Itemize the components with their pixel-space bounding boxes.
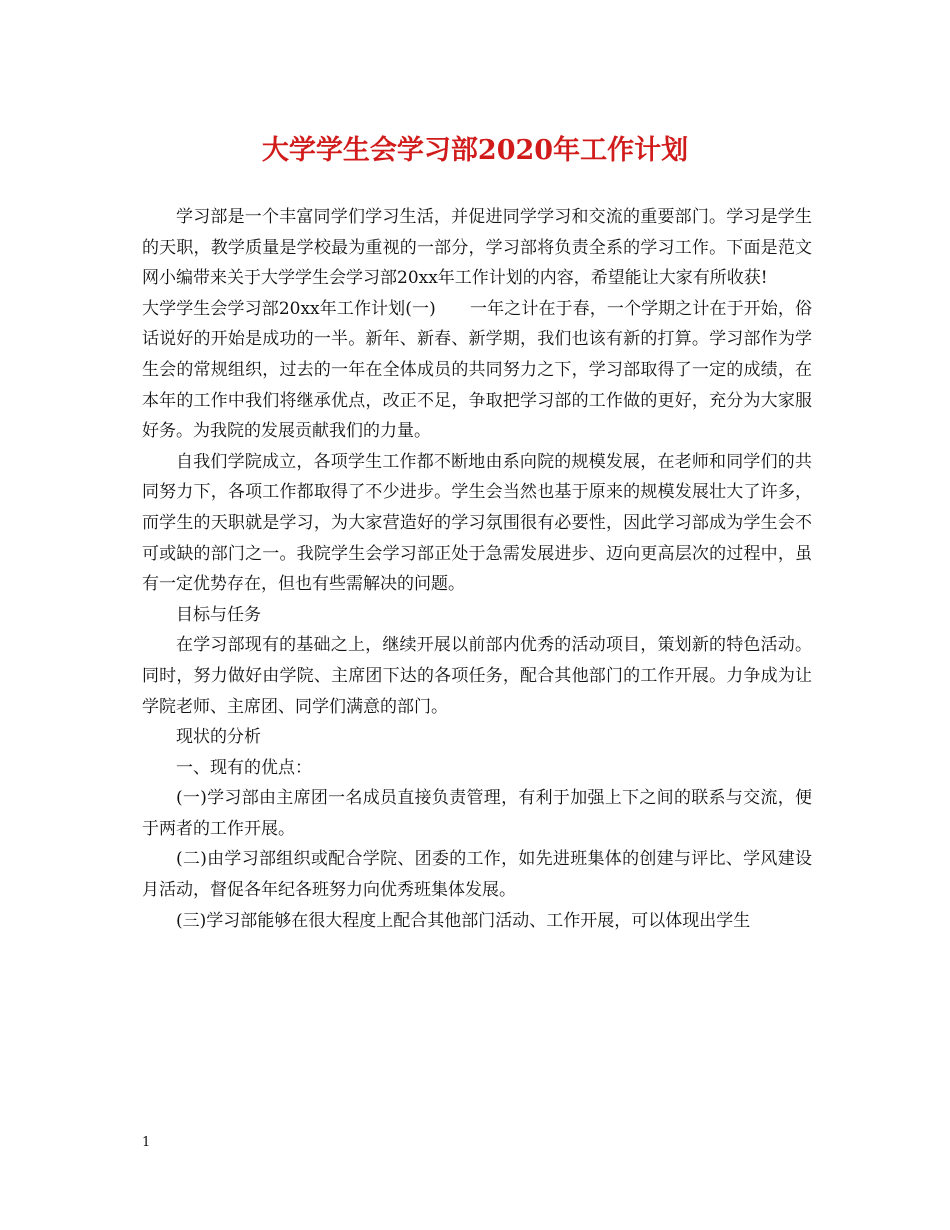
paragraph-intro: 学习部是一个丰富同学们学习生活，并促进同学学习和交流的重要部门。学习是学生的天职，教学质量是学校最为重视的一部分，学习部将负责全系的学习工作。下面是范文网小编带来关于大学学生会学习部20xx年工作计划的内容，希望能让大家有所收获! bbox=[142, 207, 812, 289]
document-title: 大学学生会学习部2020年工作计划 bbox=[261, 135, 689, 166]
paragraph-goals: 在学习部现有的基础之上，继续开展以前部内优秀的活动项目，策划新的特色活动。同时，努力做好由学院、主席团下达的各项任务，配合其他部门的工作开展。力争成为让学院老师、主席团、同学们满意的部门。 bbox=[142, 635, 812, 717]
paragraph-plan-one: 大学学生会学习部20xx年工作计划(一) 一年之计在于春，一个学期之计在于开始，俗话说好的开始是成功的一半。新年、新春、新学期，我们也该有新的打算。学习部作为学生会的常规组织，过去的一年在全体成员的共同努力之下，学习部取得了一定的成绩，在本年的工作中我们将继承优点，改正不足，争取把学习部的工作做的更好，充分为大家服好务。为我院的发展贡献我们的力量。 bbox=[142, 298, 812, 442]
list-item-advantage-2: (二)由学习部组织或配合学院、团委的工作，如先进班集体的创建与评比、学风建设月活动，督促各年纪各班努力向优秀班集体发展。 bbox=[142, 849, 812, 901]
list-item-advantage-3: (三)学习部能够在很大程度上配合其他部门活动、工作开展，可以体现出学生 bbox=[176, 910, 751, 931]
section-heading-analysis: 现状的分析 bbox=[176, 727, 261, 748]
section-heading-goals: 目标与任务 bbox=[176, 604, 261, 625]
page-number: 1 bbox=[142, 1135, 151, 1150]
paragraph-background: 自我们学院成立，各项学生工作都不断地由系向院的规模发展，在老师和同学们的共同努力下，各项工作都取得了不少进步。学生会当然也基于原来的规模发展壮大了许多，而学生的天职就是学习，为大家营造好的学习氛围很有必要性，因此学习部成为学生会不可或缺的部门之一。我院学生会学习部正处于急需发展进步、迈向更高层次的过程中，虽有一定优势存在，但也有些需解决的问题。 bbox=[142, 451, 812, 595]
document-body bbox=[142, 202, 812, 936]
list-item-advantage-1: (一)学习部由主席团一名成员直接负责管理，有利于加强上下之间的联系与交流，便于两者的工作开展。 bbox=[142, 788, 812, 839]
subheading-advantages: 一、现有的优点： bbox=[176, 757, 312, 778]
